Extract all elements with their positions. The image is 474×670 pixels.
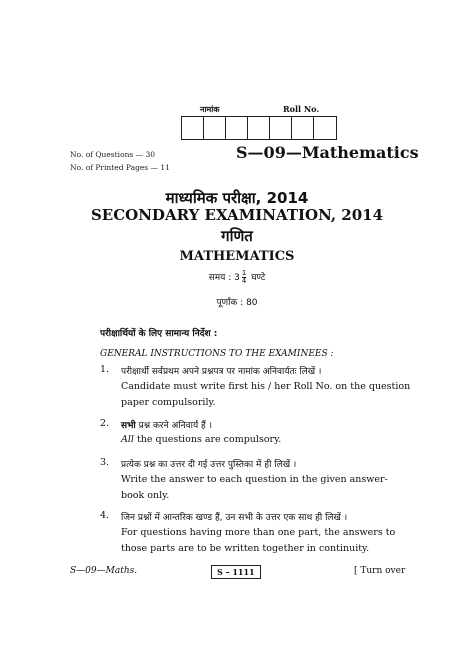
instruction-2-english-rest: the questions are compulsory. bbox=[136, 434, 282, 445]
instructions-heading-english: GENERAL INSTRUCTIONS TO THE EXAMINEES : bbox=[100, 349, 334, 359]
roll-number-box[interactable] bbox=[270, 117, 292, 139]
instruction-2-english-italic: All bbox=[121, 434, 134, 445]
instruction-number-3: 3. bbox=[100, 457, 110, 468]
instruction-2-hindi-rest: प्रश्न करने अनिवार्य हैं । bbox=[138, 421, 213, 431]
instruction-number-1: 1. bbox=[100, 364, 110, 375]
english-exam-title: SECONDARY EXAMINATION, 2014 bbox=[90, 206, 384, 224]
instruction-2-hindi-bold: सभी bbox=[121, 421, 136, 431]
english-subject-title: MATHEMATICS bbox=[179, 249, 295, 264]
instruction-number-4: 4. bbox=[100, 510, 110, 521]
hindi-exam-title: माध्यमिक परीक्षा, 2014 bbox=[165, 189, 309, 207]
hindi-subject-title: गणित bbox=[221, 227, 253, 245]
roll-no-label: Roll No. bbox=[283, 104, 320, 114]
time-allowed bbox=[0, 270, 474, 285]
instruction-3-english: Write the answer to each question in the given answer-book only. bbox=[121, 474, 388, 501]
instruction-1-english: Candidate must write first his / her Roll No. on the question paper compulsorily. bbox=[121, 381, 411, 408]
time-prefix: समय : 3 bbox=[208, 273, 240, 283]
instruction-number-2: 2. bbox=[100, 418, 110, 429]
roll-number-box[interactable] bbox=[226, 117, 248, 139]
instruction-4-hindi: जिन प्रश्नों में आन्तरिक खण्ड हैं, उन सभी के उत्तर एक साथ ही लिखें । bbox=[121, 513, 348, 523]
time-suffix: घण्टे bbox=[251, 273, 266, 283]
roll-number-box[interactable] bbox=[314, 117, 336, 139]
namank-label: नामांक bbox=[200, 105, 220, 114]
instruction-3-hindi: प्रत्येक प्रश्न का उत्तर दी गई उत्तर पुस्तिका में ही लिखें । bbox=[121, 460, 297, 470]
time-fraction bbox=[242, 270, 246, 285]
full-marks: पूर्णांक : 80 bbox=[216, 298, 258, 308]
instruction-2-hindi bbox=[121, 418, 212, 431]
roll-number-box[interactable] bbox=[204, 117, 226, 139]
roll-number-box[interactable] bbox=[248, 117, 270, 139]
time-fraction-denominator: 4 bbox=[241, 277, 247, 285]
time-fraction-numerator: 1 bbox=[241, 269, 247, 277]
turn-over-label: [ Turn over bbox=[354, 566, 406, 576]
footer-series-code: S – 1111 bbox=[211, 565, 261, 579]
roll-number-boxes[interactable] bbox=[181, 116, 337, 140]
no-of-questions: No. of Questions — 30 bbox=[70, 150, 156, 159]
roll-number-box[interactable] bbox=[292, 117, 314, 139]
instruction-1-hindi: परीक्षार्थी सर्वप्रथम अपने प्रश्नपत्र पर नामांक अनिवार्यतः लिखें । bbox=[121, 367, 322, 377]
footer-paper-code: S—09—Maths. bbox=[70, 566, 138, 576]
paper-code: S—09—Mathematics bbox=[236, 143, 419, 162]
roll-number-box[interactable] bbox=[182, 117, 204, 139]
no-of-printed-pages: No. of Printed Pages — 11 bbox=[70, 163, 170, 172]
instruction-4-english: For questions having more than one part, the answers to those parts are to be written together in continuity. bbox=[121, 527, 396, 554]
instruction-2-english bbox=[121, 432, 411, 448]
instructions-heading-hindi: परीक्षार्थियों के लिए सामान्य निर्देश : bbox=[100, 329, 218, 339]
